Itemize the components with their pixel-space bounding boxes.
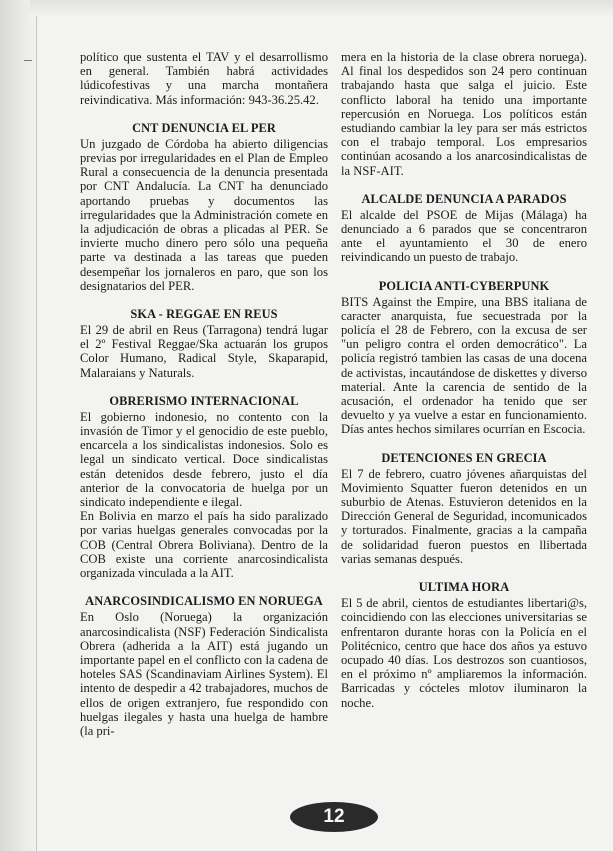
article-body-obrerismo-bolivia: En Bolivia en marzo el país ha sido paralizado por varias huelgas generales convocadas por la COB (Central Obrera Boliviana). Dentro de la COB existe una corriente anarcosindicalista organizada vinculada a la AIT. bbox=[80, 509, 328, 581]
left-column bbox=[80, 50, 328, 738]
article-body-cnt-per: Un juzgado de Córdoba ha abierto diligencias previas por irregularidades en el Plan de Empleo Rural a consecuencia de la denuncia presentada por CNT Andalucía. La CNT ha denunciado aportando pruebas y documentos las irregularidades que la Administración comete en la adjudicación de obras a plicadas al PER. Se invierte mucho dinero pero sólo una pequeña parte va destinada a las tareas que pueden desempeñar los jornaleros en paro, que son los designatarios del PER. bbox=[80, 136, 328, 293]
article-body-grecia: El 7 de febrero, cuatro jóvenes añarquistas del Movimiento Squatter fueron detenidos en un suburbio de Atenas. Estuvieron detenidos en la Dirección General de Seguridad, incomunicados y torturados. Finalmente, gracias a la campaña de solidaridad fueron puestos en llibertada varias semanas después. bbox=[341, 466, 587, 566]
article-body-ultima-hora: El 5 de abril, cientos de estudiantes libertari@s, coincidiendo con las elecciones universitarias se enfrentaron durante horas con la Policía en el Politécnico, centro que hace dos años ya estuvo ocupado 40 días. Los destrozos son cuantiosos, en el próximo nº ampliaremos la información. Barricadas y cócteles mlotov iluminaron la noche. bbox=[341, 596, 587, 710]
page-number-badge: 12 bbox=[290, 802, 378, 832]
article-body-ska-reggae: El 29 de abril en Reus (Tarragona) tendrá lugar el 2º Festival Reggae/Ska actuarán los grupos Color Humano, Radical Style, Skaparapid, Malaraians y Naturals. bbox=[80, 323, 328, 380]
article-title-obrerismo: OBRERISMO INTERNACIONAL bbox=[109, 393, 299, 408]
article-body-alcalde: El alcalde del PSOE de Mijas (Málaga) ha denunciado a 6 parados que se concentraron ante el ayuntamiento el 30 de enero reivindicando un puesto de trabajo. bbox=[341, 207, 587, 265]
article-body-cyberpunk: BITS Against the Empire, una BBS italiana de caracter anarquista, fue secuestrada por la policía el 28 de Febrero, con la excusa de ser "un peligro contra el orden democrático". La policía registró tambien las casas de una docena de activistas, incautándose de diskettes y diverso material. Ante la carencia de sentido de la acusación, el ordenador ha tenido que ser devuelto y ya vuelve a estar en funcionamiento. Días antes hechos similares ocurrían en Escocia. bbox=[341, 294, 587, 437]
left-intro-text: político que sustenta el TAV y el desarrollismo en general. También habrá actividades lúdicofestivas y una marcha montañera reivindicativa. Más información: 943-36.25.42. bbox=[80, 50, 328, 107]
right-column bbox=[341, 50, 587, 710]
right-intro-text: mera en la historia de la clase obrera noruega). Al final los despedidos son 24 pero continuan trabajando hasta que salga el juicio. Este conflicto laboral ha tenido una importante repercusión en Noruega. Los políticos están estudiando cambiar la ley para ser más estrictos con el trabajo temporal. Los empresarios continúan acosando a los anarcosindicalistas de la NSF-AIT. bbox=[341, 50, 587, 178]
article-title-ultima-hora: ULTIMA HORA bbox=[418, 580, 510, 595]
article-title-alcalde: ALCALDE DENUNCIA A PARADOS bbox=[361, 191, 567, 206]
page-fold-line bbox=[36, 16, 37, 851]
article-title-grecia: DETENCIONES EN GRECIA bbox=[381, 450, 547, 465]
article-body-noruega: En Oslo (Noruega) la organización anarcosindicalista (NSF) Federación Sindicalista Obrera (adherida a la AIT) está jugando un importante papel en el conflicto con la cadena de hoteles SAS (Scandinaviam Airlines System). El intento de despedir a 42 trabajadores, muchos de ellos de origen extranjero, fue respondido con huelgas ilegales y hasta una huelga de hambre (la pri- bbox=[80, 610, 328, 738]
article-title-cyberpunk: POLICIA ANTI-CYBERPUNK bbox=[378, 278, 550, 293]
margin-mark bbox=[24, 60, 32, 61]
article-title-ska-reggae: SKA - REGGAE EN REUS bbox=[130, 307, 278, 322]
article-title-noruega: ANARCOSINDICALISMO EN NORUEGA bbox=[85, 594, 323, 609]
article-body-obrerismo: El gobierno indonesio, no contento con la invasión de Timor y el genocidio de este pueblo, encarcela a los sindicalistas indonesios. Solo es legal un sindicato vertical. Doce sindicalistas están detenidos desde febrero, justo el día anterior de la convocatoria de huelga por un sindicato independiente e ilegal. bbox=[80, 409, 328, 510]
page-shadow bbox=[0, 0, 40, 851]
page-edge bbox=[30, 0, 613, 18]
article-title-cnt-per: CNT DENUNCIA EL PER bbox=[132, 120, 276, 135]
